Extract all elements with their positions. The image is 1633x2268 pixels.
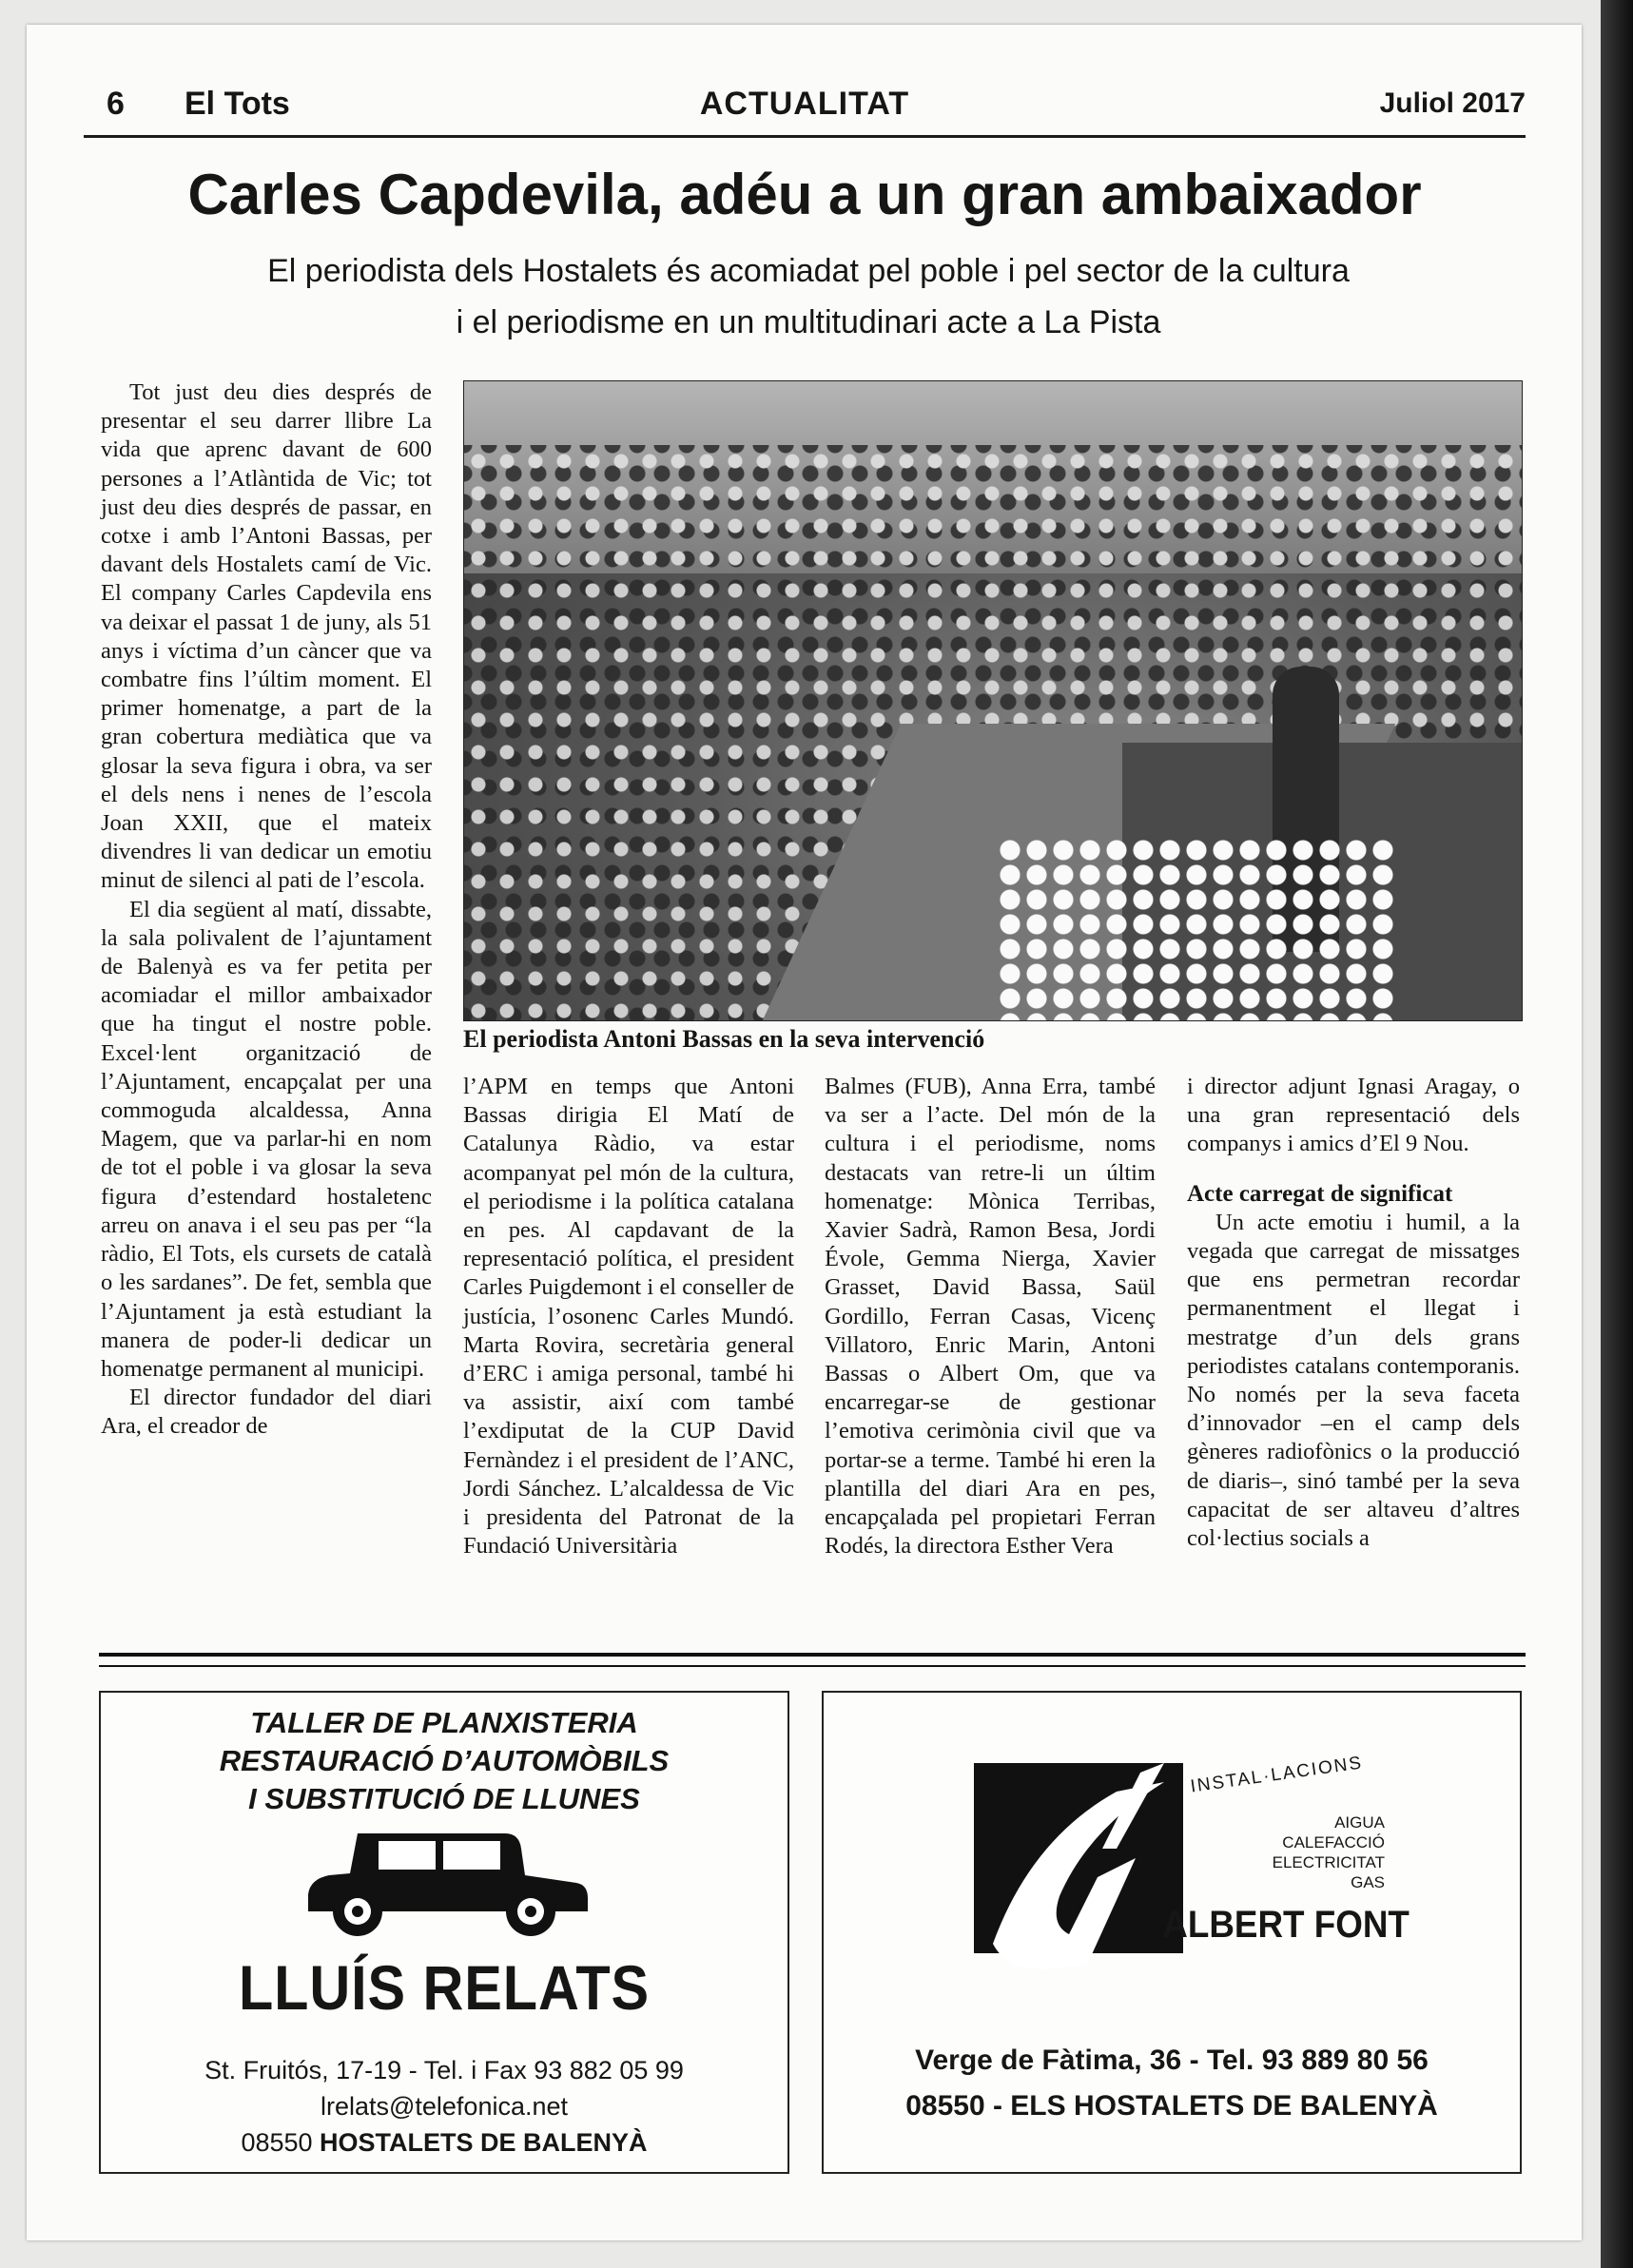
article-subhead (114, 245, 1503, 348)
ad-email: lrelats@telefonica.net (320, 2092, 569, 2121)
publication-name: El Tots (185, 86, 290, 122)
brand-name: ALBERT FONT (1162, 1904, 1409, 1946)
ad-tagline: INSTAL·LACIONS (1189, 1753, 1365, 1797)
subhead-line-2: i el periodisme en un multitudinari acte a La Pista (456, 304, 1161, 340)
business-name: LLUÍS RELATS (238, 1952, 651, 2023)
ad-line-1: TALLER DE PLANXISTERIA (250, 1706, 638, 1739)
service-item: ELECTRICITAT (1272, 1853, 1385, 1871)
ad-address: St. Fruitós, 17-19 - Tel. i Fax 93 882 05 99 (204, 2056, 684, 2084)
service-item: CALEFACCIÓ (1282, 1833, 1385, 1851)
service-item: AIGUA (1334, 1813, 1385, 1832)
advert-lluis-relats (99, 1691, 789, 2174)
ad-line-2: RESTAURACIÓ D’AUTOMÒBILS (219, 1744, 670, 1777)
section-divider (99, 1653, 1526, 1667)
page-binding (1601, 0, 1633, 2268)
article-column-2 (463, 1073, 794, 1560)
article-column-3 (825, 1073, 1156, 1560)
paragraph: i director adjunt Ignasi Aragay, o una gran representació dels companys i amics d’El 9 Nou. (1187, 1074, 1520, 1157)
paragraph: l’APM en temps que Antoni Bassas dirigia El Matí de Catalunya Ràdio, va estar acompanyat pel món de la cultura, el periodisme i la política catalana en pes. Al capdavant de la representació política, el president Carles Puigdemont i el conseller de justícia, l’osonenc Carles Mundó. Marta Rovira, secretària general d’ERC i amiga personal, també hi va assistir, així com també l’exdiputat de la CUP David Fernàndez i el president de l’ANC, Jordi Sánchez. L’alcaldessa de Vic i presidenta del Patronat de la Fundació Universitària (463, 1074, 794, 1560)
article-headline: Carles Capdevila, adéu a un gran ambaixador (187, 163, 1422, 226)
ad-address: Verge de Fàtima, 36 - Tel. 93 889 80 56 (915, 2045, 1429, 2076)
page-number: 6 (107, 86, 125, 122)
vintage-car-icon (301, 1816, 595, 1940)
service-item: GAS (1351, 1873, 1385, 1891)
section-name: ACTUALITAT (699, 86, 910, 122)
ad-town-name: HOSTALETS DE BALENYÀ (320, 2128, 648, 2157)
ad-town (101, 2128, 787, 2158)
article-photo (463, 380, 1523, 1021)
paragraph: El director fundador del diari Ara, el creador de (101, 1385, 432, 1440)
albert-font-logo-icon (974, 1763, 1202, 1982)
ad-town: 08550 - ELS HOSTALETS DE BALENYÀ (905, 2090, 1438, 2122)
ad-postcode: 08550 (241, 2128, 313, 2157)
advert-albert-font (822, 1691, 1522, 2174)
issue-date: Juliol 2017 (1379, 87, 1526, 119)
paragraph: El dia següent al matí, dissabte, la sala polivalent de l’ajuntament de Balenyà es va fer petita per acomiadar el millor ambaixador que ha tingut el nostre poble. Excel·lent organització de l’Ajuntament, encapçalat per una commoguda alcaldessa, Anna Magem, que va parlar-hi en nom de tot el poble i va glosar la seva figura d’estendard hostaletenc arreu on anava i el seu pas per “la ràdio, El Tots, els cursets de català o les sardanes”. De fet, sembla que l’Ajuntament ja està estudiant la manera de poder-li dedicar un homenatge permanent al municipi. (101, 896, 432, 1382)
subheading: Acte carregat de significat (1187, 1180, 1453, 1207)
article-column-1 (101, 378, 432, 1442)
photo-caption: El periodista Antoni Bassas en la seva intervenció (463, 1025, 985, 1053)
ad-line-3: I SUBSTITUCIÓ DE LLUNES (248, 1782, 640, 1815)
paragraph: Balmes (FUB), Anna Erra, també va ser a l’acte. Del món de la cultura i el periodisme, noms destacats van retre-li un últim homenatge: Mònica Terribas, Xavier Sadrà, Ramon Besa, Jordi Évole, Gemma Nierga, Xavier Grasset, David Bassa, Saül Gordillo, Ferran Casas, Vicenç Villatoro, Enric Marin, Antoni Bassas o Albert Om, que va encarregar-se de gestionar l’emotiva cerimònia civil que va portar-se a terme. També hi eren la plantilla del diari Ara en pes, encapçalada pel propietari Ferran Rodés, la directora Esther Vera (825, 1074, 1156, 1560)
paragraph: Un acte emotiu i humil, a la vegada que carregat de missatges que ens permetran recordar permanentment el llegat i mestratge d’un dels grans periodistes catalans contemporanis. No només per la seva faceta d’innovador –en el camp dels gèneres radiofònics o la producció de diaris–, sinó també per la seva capacitat de ser altaveu d’altres col·lectius socials a (1187, 1209, 1520, 1552)
page-header (84, 61, 1526, 138)
article-column-4 (1187, 1073, 1520, 1553)
subhead-line-1: El periodista dels Hostalets és acomiadat pel poble i pel sector de la cultura (267, 253, 1350, 289)
service-list (1223, 1812, 1385, 1892)
paragraph: Tot just deu dies després de presentar el seu darrer llibre La vida que aprenc davant de 600 persones a l’Atlàntida de Vic; tot just deu dies després de passar, en cotxe i amb l’Antoni Bassas, per davant dels Hostalets camí de Vic. El company Carles Capdevila ens va deixar el passat 1 de juny, als 51 anys i víctima d’un càncer que va combatre fins l’últim moment. El primer homenatge, a part de la gran cobertura mediàtica que va glosar la seva figura i obra, va ser el dels nens i nenes de l’escola Joan XXII, que el mateix divendres li van dedicar un emotiu minut de silenci al pati de l’escola. (101, 379, 432, 894)
